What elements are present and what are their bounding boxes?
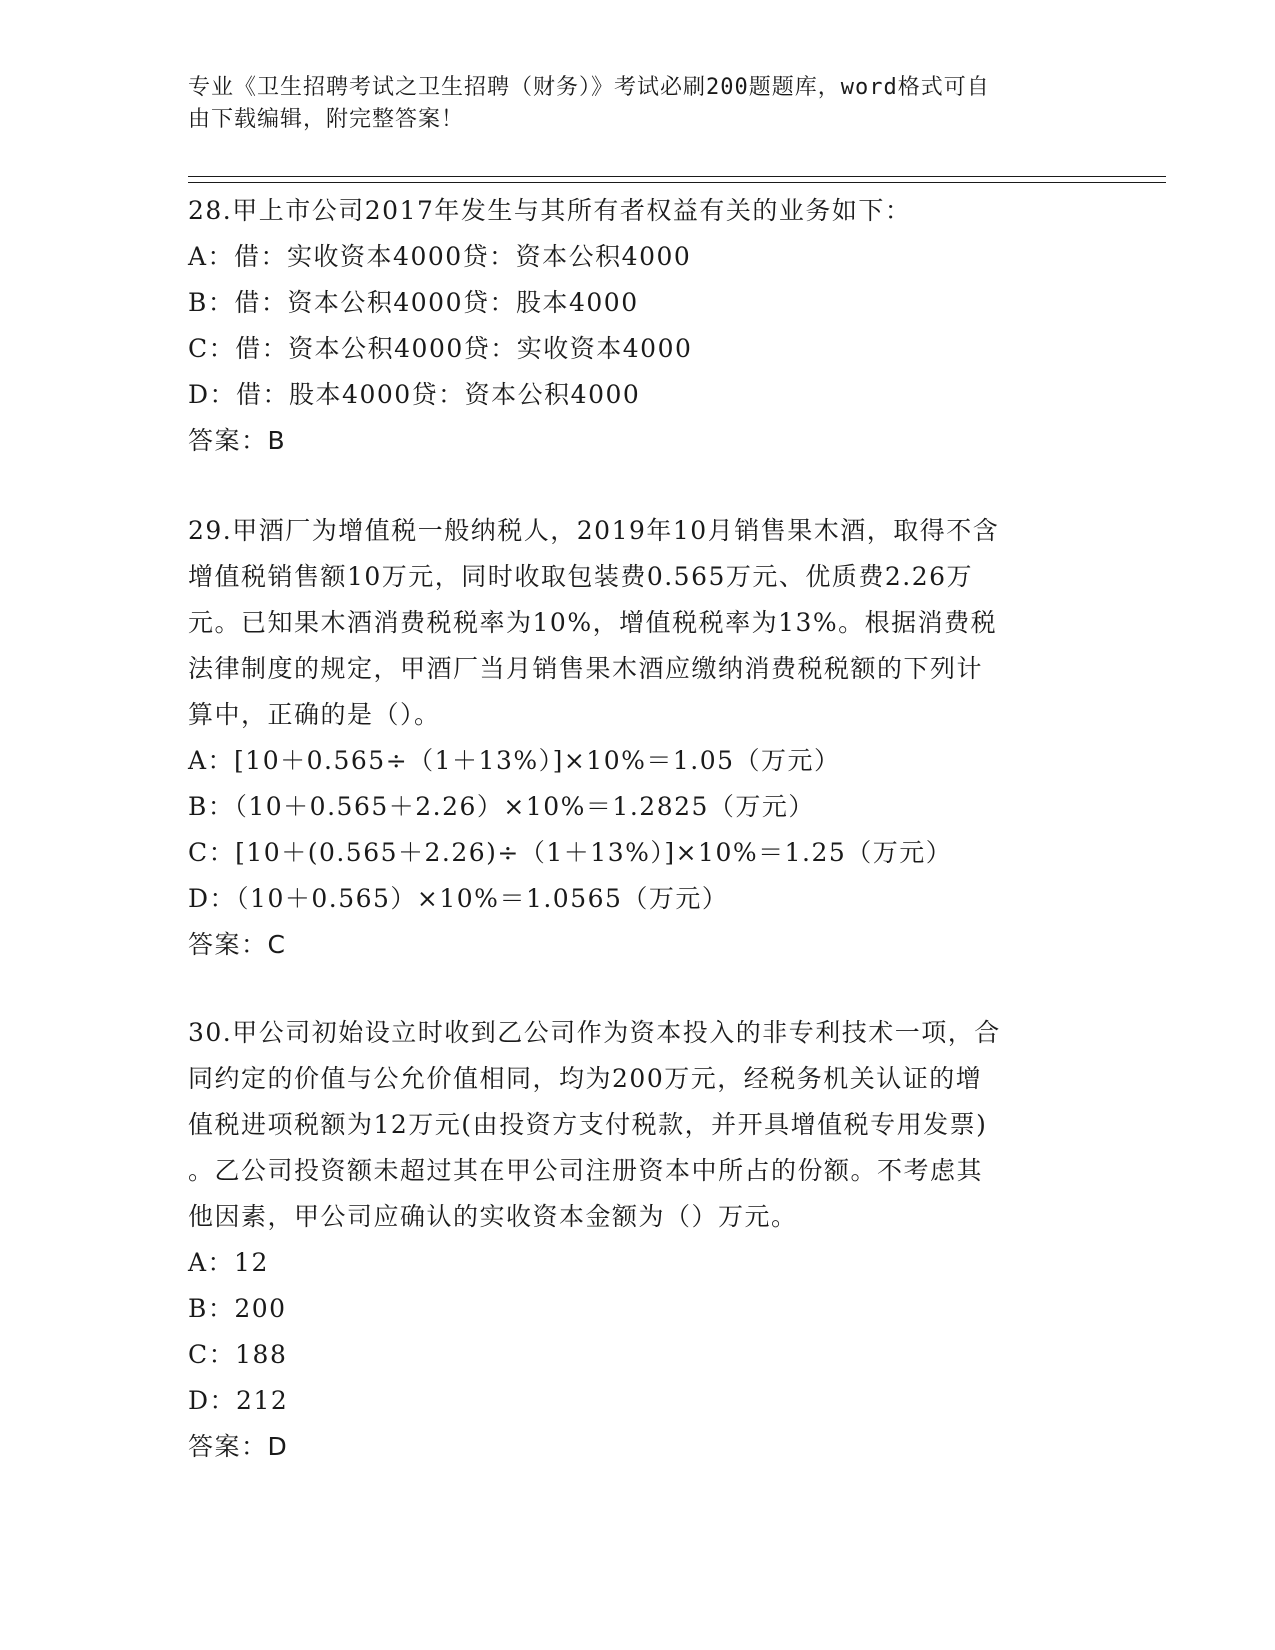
question-stem-line: 30.甲公司初始设立时收到乙公司作为资本投入的非专利技术一项，合 xyxy=(188,1018,1001,1047)
answer-label: 答案：C xyxy=(188,930,287,959)
answer-label: 答案：B xyxy=(188,426,287,455)
option-b: B：200 xyxy=(188,1294,287,1323)
option-c: C：借：资本公积4000贷：实收资本4000 xyxy=(188,334,693,363)
question-30 xyxy=(188,1010,1088,1470)
option-c: C：[10＋(0.565＋2.26)÷（1＋13%）]×10%＝1.25（万元） xyxy=(188,838,953,867)
question-stem-line: 同约定的价值与公允价值相同，均为200万元，经税务机关认证的增 xyxy=(188,1064,983,1093)
option-d: D：借：股本4000贷：资本公积4000 xyxy=(188,380,641,409)
question-stem-line: 29.甲酒厂为增值税一般纳税人，2019年10月销售果木酒，取得不含 xyxy=(188,516,1000,545)
header-rule-bottom xyxy=(188,182,1166,183)
option-c: C：188 xyxy=(188,1340,288,1369)
question-stem-line: 元。已知果木酒消费税税率为10%，增值税税率为13%。根据消费税 xyxy=(188,608,998,637)
question-stem-line: 法律制度的规定，甲酒厂当月销售果木酒应缴纳消费税税额的下列计 xyxy=(188,654,984,683)
header-line-2: 由下载编辑，附完整答案！ xyxy=(188,107,465,132)
question-29 xyxy=(188,508,1088,968)
question-stem-line: 值税进项税额为12万元(由投资方支付税款，并开具增值税专用发票) xyxy=(188,1110,988,1139)
option-d: D：（10＋0.565）×10%＝1.0565（万元） xyxy=(188,884,729,913)
question-stem-line: 。乙公司投资额未超过其在甲公司注册资本中所占的份额。不考虑其 xyxy=(188,1156,984,1185)
option-b: B：（10＋0.565＋2.26）×10%＝1.2825（万元） xyxy=(188,792,815,821)
question-stem-line: 他因素，甲公司应确认的实收资本金额为（）万元。 xyxy=(188,1202,798,1231)
question-28 xyxy=(188,188,1088,464)
question-stem-line: 增值税销售额10万元，同时收取包装费0.565万元、优质费2.26万 xyxy=(188,562,974,591)
option-a: A：借：实收资本4000贷：资本公积4000 xyxy=(188,242,692,271)
header-line-1: 专业《卫生招聘考试之卫生招聘（财务）》考试必刷200题题库，word格式可自 xyxy=(188,75,990,100)
option-a: A：12 xyxy=(188,1248,269,1277)
header-rule-top xyxy=(188,176,1166,177)
option-b: B：借：资本公积4000贷：股本4000 xyxy=(188,288,639,317)
answer-label: 答案：D xyxy=(188,1432,289,1461)
question-stem-line: 28.甲上市公司2017年发生与其所有者权益有关的业务如下： xyxy=(188,196,912,225)
document-header xyxy=(188,72,1088,136)
question-stem-line: 算中，正确的是（）。 xyxy=(188,700,441,729)
option-d: D：212 xyxy=(188,1386,289,1415)
option-a: A：[10＋0.565÷（1＋13%）]×10%＝1.05（万元） xyxy=(188,746,841,775)
